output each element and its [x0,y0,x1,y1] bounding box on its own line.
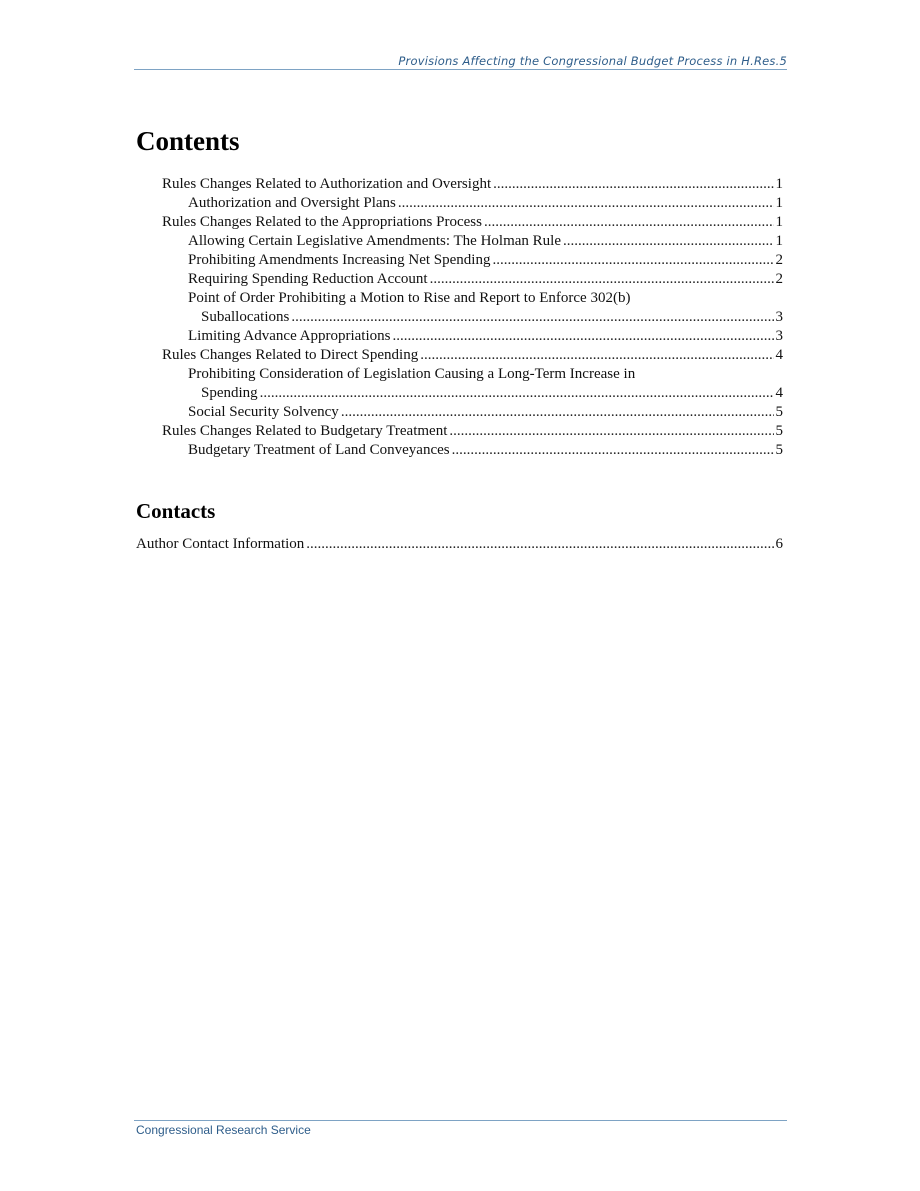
toc-page-number: 1 [775,195,783,211]
contacts-heading: Contacts [136,499,216,523]
toc-entry-title: Point of Order Prohibiting a Motion to Rise and Report to Enforce 302(b) [188,290,631,306]
toc-entry-title: Limiting Advance Appropriations [188,328,391,344]
toc-page-number: 5 [775,442,783,458]
toc-page-number: 5 [775,404,783,420]
dot-leader [341,403,774,422]
toc-page-number: 1 [775,233,783,249]
toc-entry-title: Authorization and Oversight Plans [188,195,396,211]
dot-leader [398,194,774,213]
table-of-contents [136,175,783,460]
toc-entry[interactable] [136,535,783,554]
toc-page-number: 3 [775,328,783,344]
toc-entry-title: Allowing Certain Legislative Amendments: The Holman Rule [188,233,561,249]
toc-entry[interactable] [136,175,783,194]
toc-entry-title: Author Contact Information [136,536,305,552]
contents-heading: Contents [136,126,240,156]
toc-entry-title: Rules Changes Related to Budgetary Treatment [162,423,448,439]
toc-entry-title: Requiring Spending Reduction Account [188,271,428,287]
dot-leader [306,535,773,554]
toc-entry[interactable] [136,346,783,365]
header-divider [134,69,787,70]
dot-leader [420,346,773,365]
dot-leader [484,213,774,232]
toc-entry[interactable] [136,194,783,213]
toc-entry-title: Social Security Solvency [188,404,339,420]
toc-entry-continuation: Spending [201,385,258,401]
toc-entry-title: Prohibiting Amendments Increasing Net Spending [188,252,491,268]
toc-page-number: 2 [775,271,783,287]
dot-leader [449,422,773,441]
toc-entry[interactable] [136,441,783,460]
toc-page-number: 4 [775,347,783,363]
toc-entry-title: Rules Changes Related to the Appropriations Process [162,214,482,230]
dot-leader [492,251,773,270]
toc-entry[interactable] [136,270,783,289]
dot-leader [392,327,773,346]
toc-page-number: 5 [775,423,783,439]
toc-entry[interactable] [136,213,783,232]
footer-organization: Congressional Research Service [136,1123,311,1137]
toc-page-number: 1 [775,176,783,192]
toc-entry-title: Budgetary Treatment of Land Conveyances [188,442,450,458]
dot-leader [563,232,774,251]
dot-leader [430,270,774,289]
toc-entry-title: Rules Changes Related to Direct Spending [162,347,419,363]
toc-entry[interactable] [136,327,783,346]
toc-entry-title: Rules Changes Related to Authorization and Oversight [162,176,492,192]
toc-page-number: 2 [775,252,783,268]
toc-entry[interactable] [136,365,783,403]
toc-page-number: 3 [775,309,783,325]
toc-entry[interactable] [136,232,783,251]
toc-entry[interactable] [136,422,783,441]
footer-divider [134,1120,787,1121]
toc-page-number: 4 [775,385,783,401]
contacts-list [136,535,783,554]
dot-leader [493,175,773,194]
running-header: Provisions Affecting the Congressional Budget Process in H.Res.5 [398,54,787,68]
toc-entry[interactable] [136,403,783,422]
toc-entry[interactable] [136,289,783,327]
toc-entry-continuation: Suballocations [201,309,290,325]
dot-leader [260,384,774,403]
dot-leader [291,308,773,327]
toc-entry-title: Prohibiting Consideration of Legislation Causing a Long-Term Increase in [188,366,636,382]
toc-entry[interactable] [136,251,783,270]
dot-leader [452,441,774,460]
toc-page-number: 1 [775,214,783,230]
toc-page-number: 6 [775,536,783,552]
